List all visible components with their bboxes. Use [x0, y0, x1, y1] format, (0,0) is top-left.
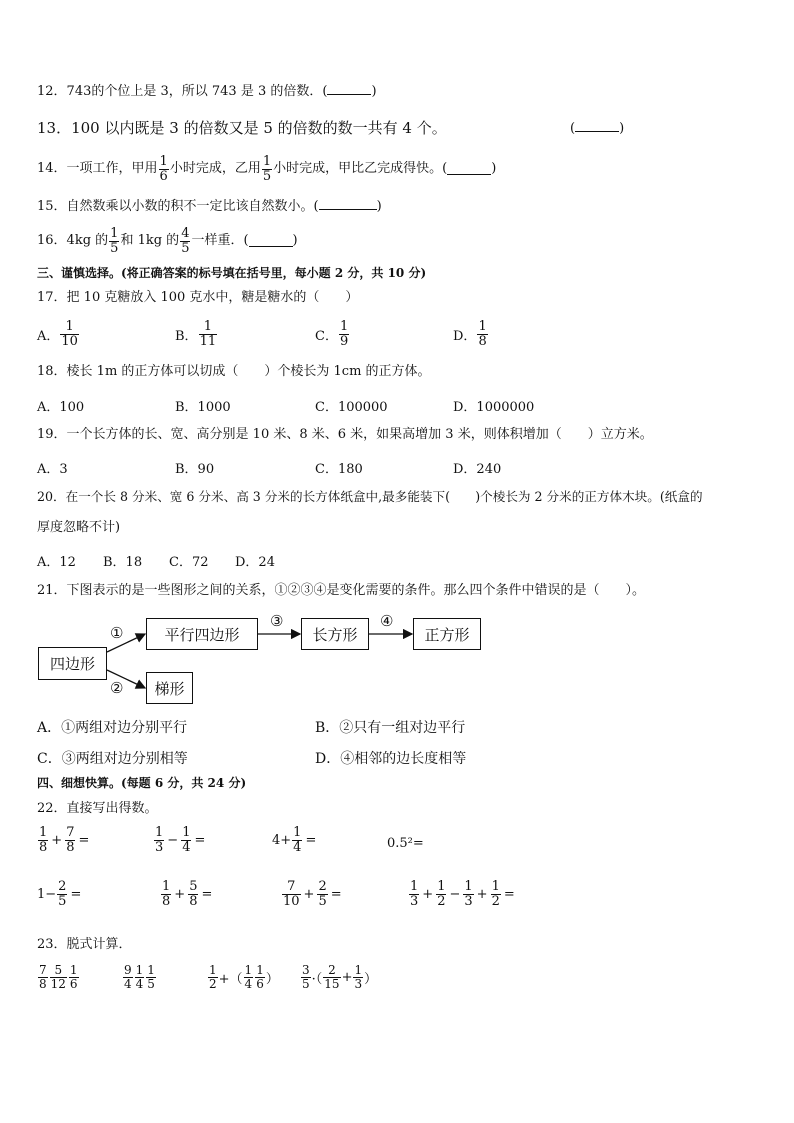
paren: ) [376, 199, 382, 214]
trapezoid-box: 梯形 [146, 672, 193, 704]
paren: ) [292, 233, 298, 248]
question-19: 19．一个长方体的长、宽、高分别是 10 米、8 米、6 米，如果高增加 3 米，则体积增加（ ）立方米。 [37, 427, 653, 442]
calc-expression-1: $\frac{7}{8}$ $\frac{5}{12}$ $\frac{1}{6}$ [39, 963, 78, 991]
fraction: $\frac{1}{5}$ [110, 225, 119, 256]
expression-8: $\frac{1}{3}$ + $\frac{1}{2}$ − $\frac{1}{3}$ + $\frac{1}{2}$ = [410, 879, 515, 909]
condition-4-label: ④ [380, 612, 394, 630]
option-a[interactable]: A．12 [37, 555, 76, 570]
calc-expression-3: $\frac{1}{2}$ +（ $\frac{1}{4}$ $\frac{1}{6}$ ） [209, 963, 279, 991]
fraction: $\frac{1}{5}$ [262, 153, 272, 184]
rectangle-box: 长方形 [301, 618, 369, 650]
paren: ) [619, 121, 625, 136]
option-d[interactable]: D．④相邻的边长度相等 [315, 751, 467, 767]
fraction: $\frac{1}{6}$ [159, 153, 168, 184]
q14-text-a: 14．一项工作，甲用 [37, 161, 158, 176]
expression-6: $\frac{1}{8}$ + $\frac{5}{8}$ = [162, 879, 213, 909]
option-c[interactable]: C．180 [315, 462, 363, 477]
option-c[interactable]: C．③两组对边分别相等 [37, 751, 188, 767]
option-d[interactable]: D．24 [235, 555, 275, 570]
paren: ( [570, 121, 576, 136]
section-3-heading: 三、谨慎选择。(将正确答案的标号填在括号里，每小题 2 分，共 10 分) [37, 266, 427, 280]
parallelogram-box: 平行四边形 [146, 618, 258, 650]
quadrilateral-box: 四边形 [38, 647, 107, 680]
expression-1: $\frac{1}{8}$ + $\frac{7}{8}$ = [39, 825, 90, 855]
expression-4: 0.5²= [387, 836, 424, 851]
question-21: 21．下图表示的是一些图形之间的关系，①②③④是变化需要的条件。那么四个条件中错误的是（ ）。 [37, 583, 646, 598]
option-b[interactable]: B．②只有一组对边平行 [315, 720, 466, 736]
paren: ) [491, 161, 497, 176]
option-b[interactable]: B．18 [103, 555, 143, 570]
calc-expression-2: $\frac{9}{4}$ $\frac{1}{4}$ $\frac{1}{5}$ [124, 963, 155, 991]
question-18: 18．棱长 1m 的正方体可以切成（ ）个棱长为 1cm 的正方体。 [37, 364, 431, 379]
expression-3: 4+ $\frac{1}{4}$ = [272, 825, 317, 855]
calc-expression-4: $\frac{3}{5}$ ·（ $\frac{2}{15}$ + $\frac{1}{3}$ ） [302, 963, 378, 991]
question-20-line-2: 厚度忽略不计) [37, 520, 121, 535]
condition-1-label: ① [110, 624, 124, 642]
q13-text: 13．100 以内既是 3 的倍数又是 5 的倍数的数一共有 4 个。 [37, 119, 447, 137]
option-a[interactable]: A．3 [37, 462, 68, 477]
section-4-heading: 四、细想快算。(每题 6 分，共 24 分) [37, 776, 247, 790]
question-22: 22．直接写出得数。 [37, 801, 158, 816]
option-c[interactable]: C．72 [169, 555, 209, 570]
option-d[interactable]: D．240 [453, 462, 502, 477]
expression-5: 1− $\frac{2}{5}$ = [37, 879, 82, 909]
question-20-line-1: 20．在一个长 8 分米、宽 6 分米、高 3 分米的长方体纸盒中,最多能装下( )个棱长为 2 分米的正方体木块。(纸盒的 [37, 489, 703, 504]
q14-text-c: 小时完成，甲比乙完成得快。( [273, 161, 448, 176]
fraction: $\frac{4}{5}$ [181, 225, 190, 256]
option-a[interactable]: A．100 [37, 400, 85, 415]
condition-2-label: ② [110, 679, 124, 697]
q16-text-a: 16．4kg 的 [37, 233, 109, 248]
option-b[interactable]: B．1000 [175, 400, 231, 415]
option-b[interactable]: B． $\frac{1}{11}$ [175, 319, 217, 349]
q16-text-b: 和 1kg 的 [120, 233, 180, 248]
question-17: 17．把 10 克糖放入 100 克水中，糖是糖水的（ ） [37, 290, 359, 305]
condition-3-label: ③ [270, 612, 284, 630]
expression-2: $\frac{1}{3}$ − $\frac{1}{4}$ = [155, 825, 206, 855]
option-c[interactable]: C．100000 [315, 400, 388, 415]
option-d[interactable]: D．1000000 [453, 400, 535, 415]
square-box: 正方形 [413, 618, 481, 650]
option-a[interactable]: A．①两组对边分别平行 [37, 720, 188, 736]
expression-7: $\frac{7}{10}$ + $\frac{2}{5}$ = [283, 879, 342, 909]
option-b[interactable]: B．90 [175, 462, 215, 477]
paren: ) [371, 84, 377, 99]
option-a[interactable]: A． $\frac{1}{10}$ [37, 319, 78, 349]
q16-text-c: 一样重．( [191, 233, 249, 248]
option-d[interactable]: D． $\frac{1}{8}$ [453, 319, 487, 349]
question-23: 23．脱式计算． [37, 937, 132, 952]
q12-text: 12．743的个位上是 3，所以 743 是 3 的倍数．( [37, 84, 328, 99]
q15-text: 15．自然数乘以小数的积不一定比该自然数小。( [37, 199, 319, 214]
q14-text-b: 小时完成，乙用 [169, 161, 261, 176]
option-c[interactable]: C． $\frac{1}{9}$ [315, 319, 349, 349]
